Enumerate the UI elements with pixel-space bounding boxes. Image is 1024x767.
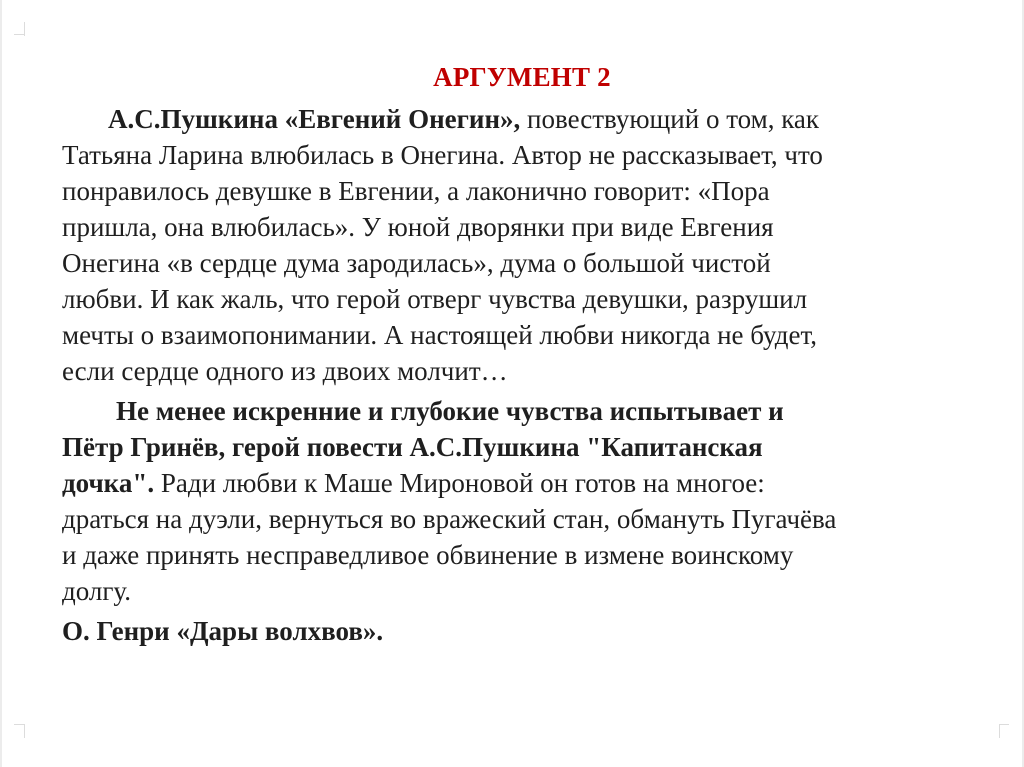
- text-line: пришла, она влюбилась». У юной дворянки при виде Евгения: [62, 212, 774, 242]
- slide-title: АРГУМЕНТ 2: [433, 62, 611, 92]
- text-run: повествующий о том, как: [520, 104, 820, 134]
- text-line: любви. И как жаль, что герой отверг чувства девушки, разрушил: [62, 284, 808, 314]
- text-line: Онегина «в сердце дума зародилась», дума о большой чистой: [62, 248, 771, 278]
- corner-mark: [24, 22, 25, 36]
- text-line: Татьяна Ларина влюбилась в Онегина. Автор не рассказывает, что: [62, 140, 823, 170]
- text-line: долгу.: [62, 576, 131, 606]
- text-line: и даже принять несправедливое обвинение в измене воинскому: [62, 540, 794, 570]
- corner-mark: [999, 724, 1009, 725]
- text-line: если сердце одного из двоих молчит…: [62, 356, 508, 386]
- text-line: О. Генри «Дары волхвов».: [62, 616, 384, 646]
- text-line: мечты о взаимопонимании. А настоящей любви никогда не будет,: [62, 320, 818, 350]
- text-line: понравилось девушке в Евгении, а лаконично говорит: «Пора: [62, 176, 770, 206]
- text-line: Не менее искренние и глубокие чувства испытывает и: [116, 396, 784, 426]
- corner-mark: [14, 34, 24, 35]
- slide-border-left: [0, 0, 2, 767]
- text-run: Ради любви к Маше Мироновой он готов на многое:: [154, 468, 765, 498]
- corner-mark: [24, 724, 25, 738]
- text-line: [62, 466, 765, 500]
- corner-mark: [999, 724, 1000, 738]
- bold-reference: А.С.Пушкина «Евгений Онегин»,: [108, 104, 521, 134]
- text-line: драться на дуэли, вернуться во вражеский стан, обмануть Пугачёва: [62, 504, 837, 534]
- corner-mark: [14, 724, 24, 725]
- text-line: [108, 102, 819, 136]
- bold-reference: дочка".: [62, 468, 155, 498]
- text-line: Пётр Гринёв, герой повести А.С.Пушкина "Капитанская: [62, 432, 763, 462]
